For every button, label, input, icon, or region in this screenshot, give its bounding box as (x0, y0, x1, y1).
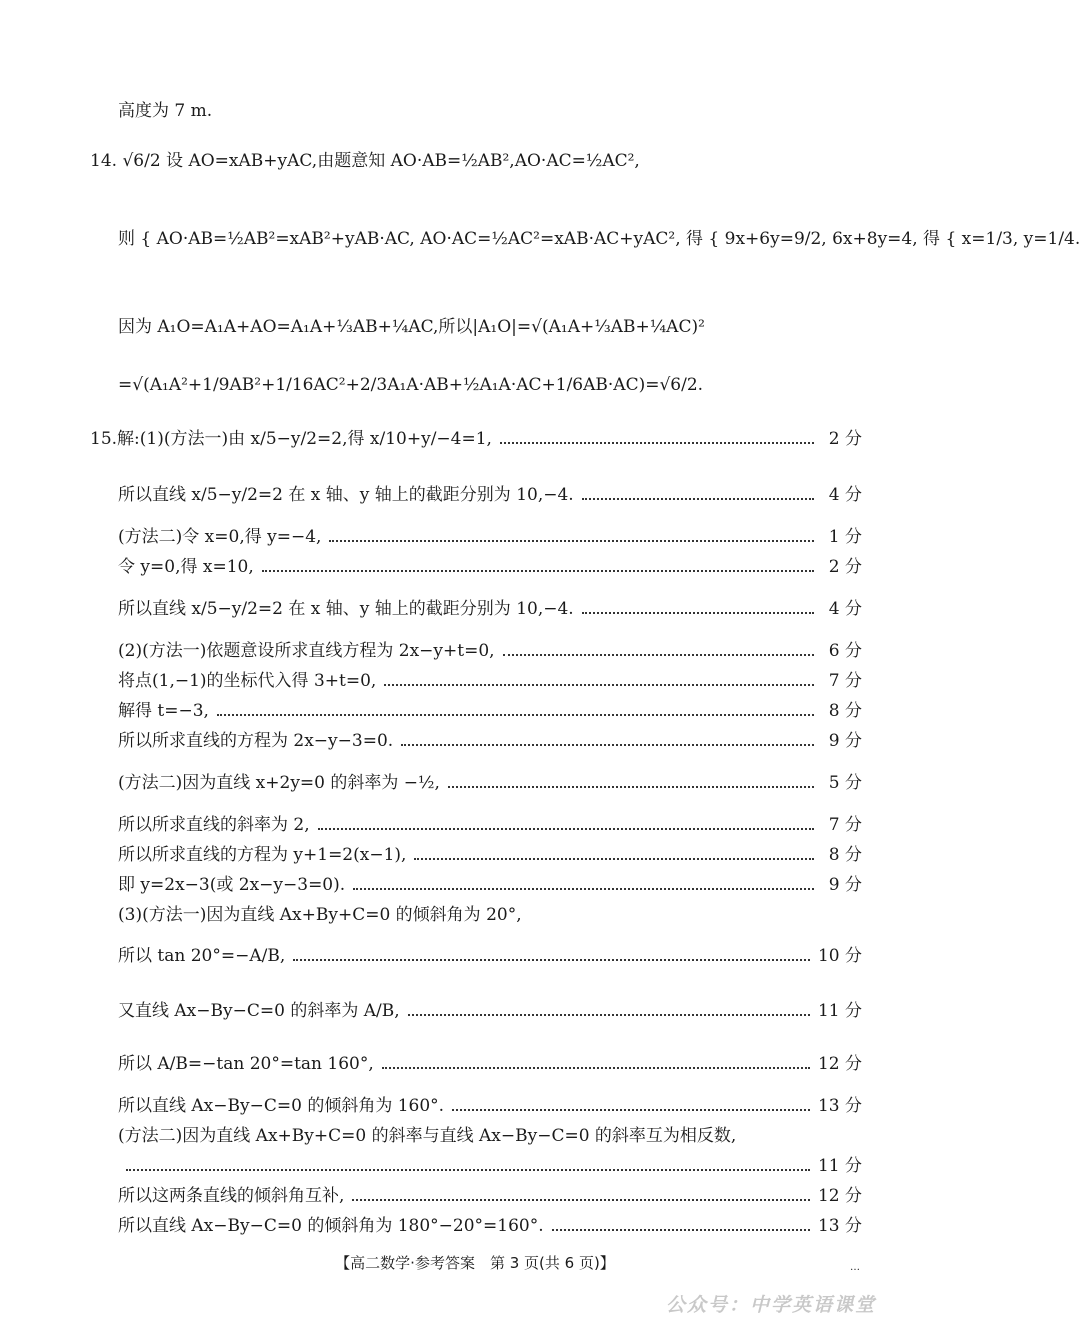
line-text: 所以所求直线的方程为 y+1=2(x−1), (118, 845, 407, 865)
line-text: (2)(方法一)依题意设所求直线方程为 2x−y+t=0, (118, 641, 495, 661)
leader-dots (414, 858, 814, 860)
leader-dots (582, 612, 814, 614)
q15-line-12 (118, 844, 862, 866)
line-text: 所以 tan 20°=−A/B, (118, 946, 286, 966)
q15-line-2 (118, 484, 862, 506)
score: 10 分 (817, 946, 862, 966)
q14-number: 14. (90, 151, 118, 171)
score: 13 分 (817, 1216, 862, 1236)
line-text: 所以直线 x/5−y/2=2 在 x 轴、y 轴上的截距分别为 10,−4. (118, 599, 574, 619)
q15-line-1 (90, 428, 862, 450)
line-text: 所以所求直线的斜率为 2, (118, 815, 310, 835)
q14-vector-line: 因为 A₁O=A₁A+AO=A₁A+⅓AB+¼AC,所以|A₁O|=√(A₁A+⅓AB+¼AC)² (118, 317, 705, 337)
q15-line-15 (118, 945, 862, 967)
leader-dots (293, 959, 810, 961)
q15-line-13 (118, 874, 862, 896)
leader-dots (262, 570, 814, 572)
line-text: 所以直线 Ax−By−C=0 的倾斜角为 160°. (118, 1096, 445, 1116)
score: 1 分 (828, 527, 862, 547)
line-text: 又直线 Ax−By−C=0 的斜率为 A/B, (118, 1001, 400, 1021)
leader-dots (401, 744, 814, 746)
leader-dots (318, 828, 814, 830)
line-text: 15.解:(1)(方法一)由 x/5−y/2=2,得 x/10+y/−4=1, (90, 429, 492, 449)
leader-dots (329, 540, 814, 542)
leader-dots (352, 1199, 810, 1201)
leader-dots (452, 1109, 810, 1111)
leader-dots (217, 714, 814, 716)
line-text: (方法二)令 x=0,得 y=−4, (118, 527, 322, 547)
text-line-height: 高度为 7 m. (118, 101, 213, 121)
line-text: 所以直线 Ax−By−C=0 的倾斜角为 180°−20°=160°. (118, 1216, 544, 1236)
line-text: 所以这两条直线的倾斜角互补, (118, 1186, 345, 1206)
score: 8 分 (828, 701, 862, 721)
q15-line-8 (118, 700, 862, 722)
leader-dots (552, 1229, 810, 1231)
leader-dots (382, 1067, 810, 1069)
q15-line-22 (118, 1215, 862, 1237)
line-text: 令 y=0,得 x=10, (118, 557, 254, 577)
q15-line-11 (118, 814, 862, 836)
score: 7 分 (828, 815, 862, 835)
q15-line-6 (118, 640, 862, 662)
q14-system: 则 { AO·AB=½AB²=xAB²+yAB·AC, AO·AC=½AC²=xAB·AC+yAC², 得 { 9x+6y=9/2, 6x+8y=4, 得 { x=1/3, y=1/4. (118, 229, 1080, 249)
corner-mark: … (850, 1262, 860, 1273)
score: 4 分 (828, 599, 862, 619)
q15-line-16 (118, 1000, 862, 1022)
line-text: 所以 A/B=−tan 20°=tan 160°, (118, 1054, 374, 1074)
q15-line-18 (118, 1095, 862, 1117)
q14-result-line: =√(A₁A²+1/9AB²+1/16AC²+2/3A₁A·AB+½A₁A·AC+1/6AB·AC)=√6/2. (118, 375, 704, 395)
q15-line-5 (118, 598, 862, 620)
score: 2 分 (828, 429, 862, 449)
line-text: (方法二)因为直线 x+2y=0 的斜率为 −½, (118, 773, 440, 793)
leader-dots (126, 1169, 810, 1171)
q15-line-3 (118, 526, 862, 548)
leader-dots (408, 1014, 810, 1016)
score: 8 分 (828, 845, 862, 865)
line-text: 即 y=2x−3(或 2x−y−3=0). (118, 875, 346, 895)
watermark: 公众号：中学英语课堂 (665, 1294, 876, 1316)
q15-line-10 (118, 772, 862, 794)
q14-answer-setup: √6/2 设 AO=xAB+yAC,由题意知 AO·AB=½AB²,AO·AC=½AC², (122, 151, 640, 171)
line-text: 解得 t=−3, (118, 701, 209, 721)
score: 13 分 (817, 1096, 862, 1116)
score: 12 分 (817, 1054, 862, 1074)
leader-dots (384, 684, 814, 686)
leader-dots (353, 888, 814, 890)
score: 11 分 (817, 1001, 862, 1021)
q14-line-1 (90, 150, 862, 172)
score: 7 分 (828, 671, 862, 691)
leader-dots (500, 442, 814, 444)
score: 9 分 (828, 731, 862, 751)
line-text: 所以所求直线的方程为 2x−y−3=0. (118, 731, 394, 751)
score: 5 分 (828, 773, 862, 793)
score: 12 分 (817, 1186, 862, 1206)
leader-dots (503, 654, 814, 656)
q15-line-19: (方法二)因为直线 Ax+By+C=0 的斜率与直线 Ax−By−C=0 的斜率互为相反数, (118, 1126, 737, 1146)
q15-line-20 (118, 1155, 862, 1177)
score: 2 分 (828, 557, 862, 577)
page-footer: 【高二数学·参考答案 第 3 页(共 6 页)】 (335, 1254, 615, 1272)
score: 11 分 (817, 1156, 862, 1176)
score: 4 分 (828, 485, 862, 505)
q15-line-17 (118, 1053, 862, 1075)
leader-dots (448, 786, 814, 788)
line-text: 所以直线 x/5−y/2=2 在 x 轴、y 轴上的截距分别为 10,−4. (118, 485, 574, 505)
q15-line-14: (3)(方法一)因为直线 Ax+By+C=0 的倾斜角为 20°, (118, 905, 522, 925)
line-text: 将点(1,−1)的坐标代入得 3+t=0, (118, 671, 377, 691)
score: 6 分 (828, 641, 862, 661)
q15-line-7 (118, 670, 862, 692)
q15-line-9 (118, 730, 862, 752)
score: 9 分 (828, 875, 862, 895)
leader-dots (582, 498, 814, 500)
q15-line-4 (118, 556, 862, 578)
q15-line-21 (118, 1185, 862, 1207)
